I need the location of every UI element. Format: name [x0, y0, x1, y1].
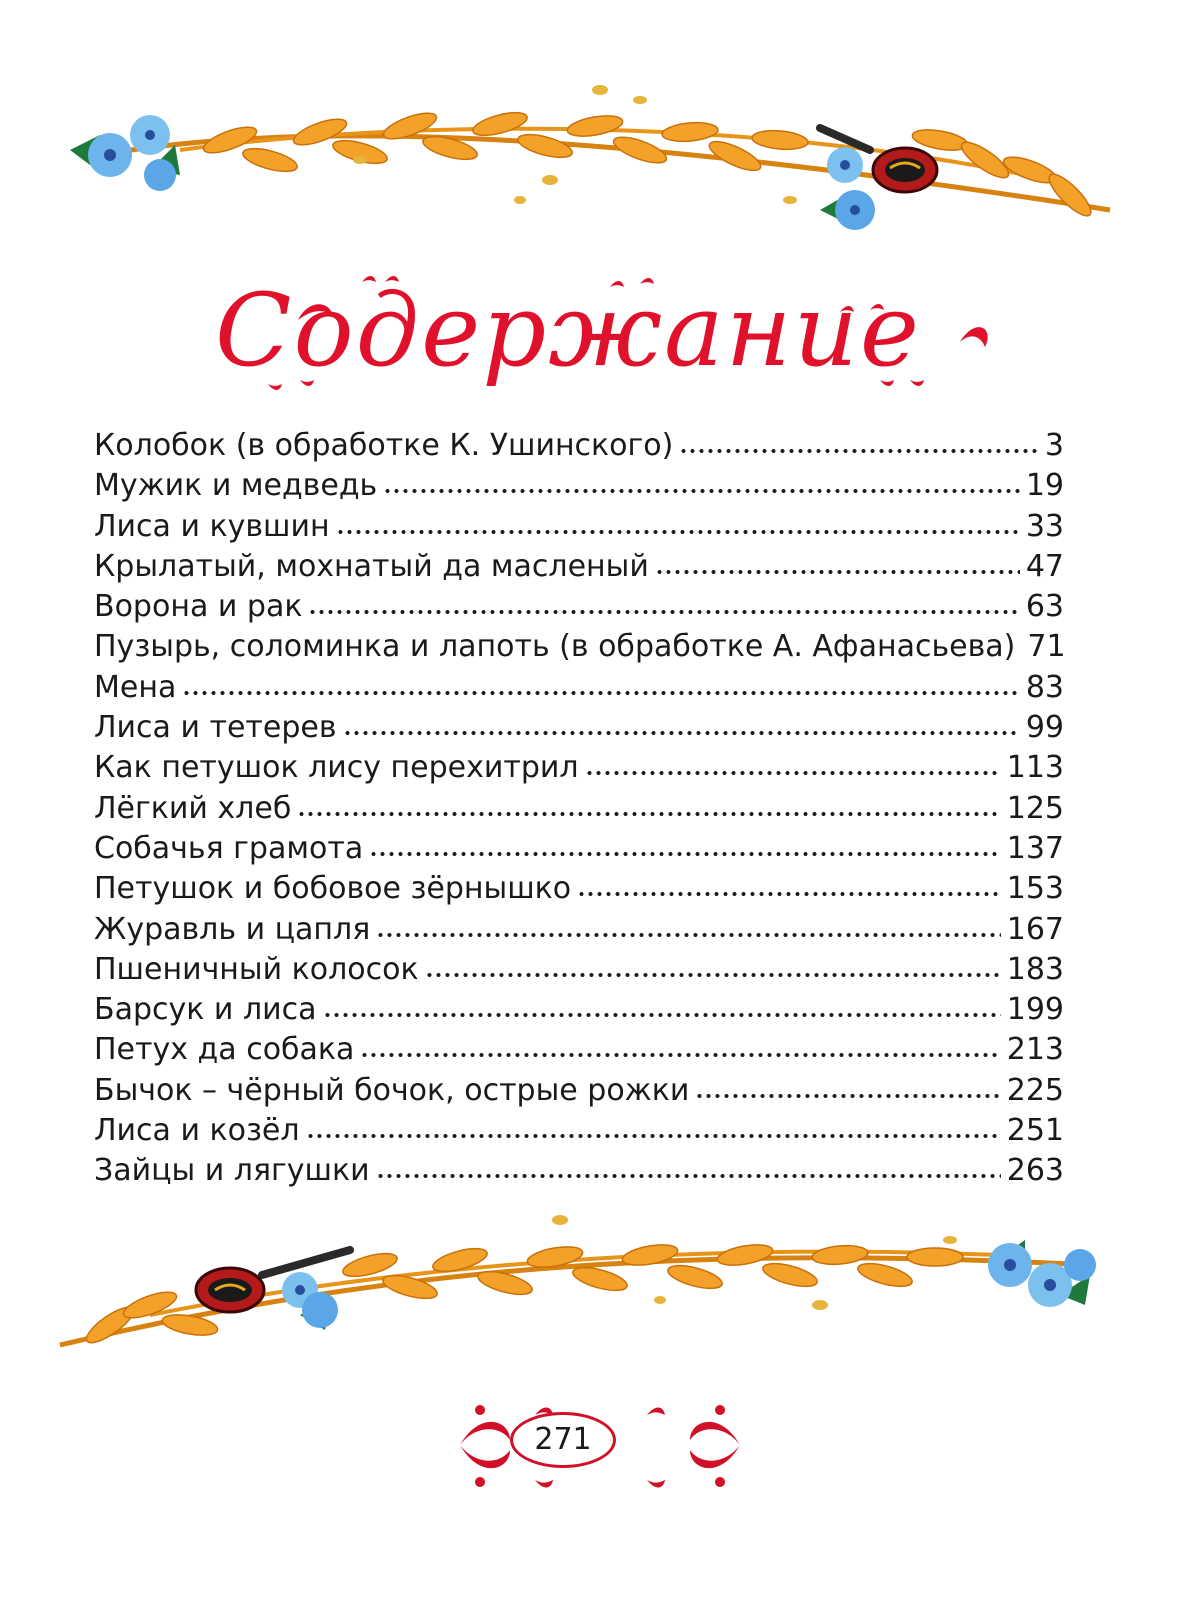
- toc-entry-page: 183: [1006, 951, 1064, 987]
- toc-entry: [94, 990, 1064, 1030]
- wheat-ears-icon: [100, 85, 1110, 221]
- toc-entry-page: 251: [1006, 1113, 1064, 1149]
- table-of-contents: [94, 426, 1064, 1192]
- toc-entry-page: 99: [1025, 710, 1064, 746]
- toc-dot-leader: [336, 529, 1020, 535]
- toc-dot-leader: [585, 770, 1001, 776]
- toc-entry-title: Лиса и козёл: [94, 1113, 300, 1149]
- toc-entry: [94, 547, 1064, 587]
- toc-entry-title: Барсук и лиса: [94, 992, 317, 1028]
- toc-entry-page: 83: [1025, 669, 1064, 705]
- toc-entry-title: Петушок и бобовое зёрнышко: [94, 871, 572, 907]
- toc-entry-title: Крылатый, мохнатый да масленый: [94, 548, 649, 584]
- toc-dot-leader: [383, 488, 1020, 494]
- page-number: 271: [510, 1412, 616, 1468]
- toc-dot-leader: [369, 851, 1001, 857]
- cornflower-icon: [70, 115, 180, 191]
- toc-entry-title: Ворона и рак: [94, 589, 303, 625]
- cornflower-icon: [820, 147, 875, 230]
- toc-entry-page: 263: [1006, 1153, 1064, 1189]
- toc-entry-page: 33: [1025, 508, 1064, 544]
- toc-entry: [94, 869, 1064, 909]
- toc-entry-title: Бычок – чёрный бочок, острые рожки: [94, 1072, 690, 1108]
- wheat-ornament-top: [0, 60, 1200, 260]
- toc-dot-leader: [425, 972, 1001, 978]
- toc-entry: [94, 950, 1064, 990]
- toc-entry-title: Пузырь, соломинка и лапоть (в обработке А. Афанасьева): [94, 629, 1016, 665]
- toc-entry-title: Лиса и тетерев: [94, 710, 337, 746]
- toc-dot-leader: [679, 448, 1038, 454]
- toc-dot-leader: [577, 891, 1001, 897]
- toc-entry-page: 137: [1006, 830, 1064, 866]
- toc-entry: [94, 466, 1064, 506]
- toc-entry-page: 113: [1006, 750, 1064, 786]
- toc-entry: [94, 426, 1064, 466]
- toc-dot-leader: [306, 1133, 1001, 1139]
- toc-entry-title: Мена: [94, 669, 177, 705]
- toc-dot-leader: [376, 1173, 1001, 1179]
- title-block: [0, 262, 1200, 422]
- toc-dot-leader: [182, 690, 1019, 696]
- toc-entry-page: 71: [1027, 629, 1066, 665]
- toc-dot-leader: [655, 569, 1020, 575]
- toc-entry-page: 125: [1006, 790, 1064, 826]
- toc-entry-page: 3: [1044, 428, 1064, 463]
- toc-entry: [94, 668, 1064, 708]
- toc-dot-leader: [360, 1052, 1000, 1058]
- toc-entry-title: Собачья грамота: [94, 830, 364, 866]
- toc-entry-title: Колобок (в обработке К. Ушинского): [94, 428, 674, 463]
- toc-entry: [94, 1151, 1064, 1191]
- wheat-ornament-bottom: [0, 1205, 1200, 1405]
- toc-entry-title: Журавль и цапля: [94, 911, 371, 947]
- toc-entry: [94, 910, 1064, 950]
- toc-entry-page: 213: [1006, 1032, 1064, 1068]
- toc-entry-title: Мужик и медведь: [94, 468, 378, 504]
- toc-dot-leader: [323, 1012, 1001, 1018]
- toc-entry-page: 225: [1006, 1072, 1064, 1108]
- toc-entry-title: Лиса и кувшин: [94, 508, 330, 544]
- toc-entry-page: 63: [1025, 589, 1064, 625]
- toc-entry-title: Лёгкий хлеб: [94, 790, 292, 826]
- cornflower-icon: [988, 1240, 1096, 1307]
- toc-dot-leader: [297, 811, 1000, 817]
- toc-entry: [94, 789, 1064, 829]
- toc-entry-title: Петух да собака: [94, 1032, 355, 1068]
- toc-entry: [94, 1030, 1064, 1070]
- toc-dot-leader: [695, 1093, 1000, 1099]
- toc-entry: [94, 708, 1064, 748]
- toc-entry: [94, 507, 1064, 547]
- toc-entry: [94, 1111, 1064, 1151]
- toc-entry-page: 47: [1025, 548, 1064, 584]
- toc-entry: [94, 627, 1064, 667]
- toc-entry-title: Как петушок лису перехитрил: [94, 750, 579, 786]
- toc-entry-title: Пшеничный колосок: [94, 951, 419, 987]
- toc-entry-page: 199: [1006, 992, 1064, 1028]
- toc-entry: [94, 587, 1064, 627]
- toc-dot-leader: [308, 609, 1019, 615]
- toc-entry: [94, 1071, 1064, 1111]
- toc-entry-page: 153: [1006, 871, 1064, 907]
- toc-entry-title: Зайцы и лягушки: [94, 1153, 370, 1189]
- toc-dot-leader: [343, 730, 1020, 736]
- toc-entry-page: 19: [1025, 468, 1064, 504]
- toc-entry: [94, 829, 1064, 869]
- cornflower-icon: [282, 1272, 338, 1330]
- page-title: Содержание: [215, 272, 922, 389]
- toc-entry-page: 167: [1006, 911, 1064, 947]
- toc-dot-leader: [376, 932, 1000, 938]
- toc-entry: [94, 748, 1064, 788]
